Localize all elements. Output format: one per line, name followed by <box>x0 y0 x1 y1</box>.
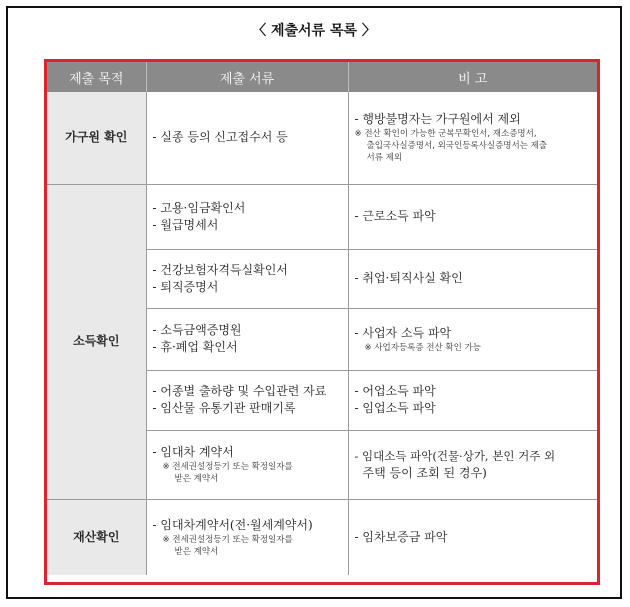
remark-item: - 행방불명자는 가구원에서 제외 <box>354 112 521 127</box>
remark-item: - 임업소득 파악 <box>354 401 436 415</box>
documents-cell <box>146 370 348 430</box>
table-row <box>47 499 597 575</box>
remark-note: 서류 제외 <box>366 153 403 164</box>
header-remarks: 비 고 <box>348 62 597 92</box>
document-item: - 임대차 계약서 <box>152 445 234 459</box>
documents-cell <box>146 249 348 308</box>
document-note: 받은 계약서 <box>174 546 219 557</box>
remark-note: ※ 전산 확인이 가능한 군복무확인서, 재소증명서, <box>354 129 537 140</box>
remarks-cell <box>348 370 597 430</box>
document-item: - 월급명세서 <box>152 217 219 232</box>
documents-cell <box>146 184 348 249</box>
remark-item: - 임대소득 파악(건물·상가, 본인 거주 외 <box>354 448 556 463</box>
table-row <box>47 92 597 184</box>
documents-cell <box>146 430 348 499</box>
document-note: ※ 전세권설정등기 또는 확정일자를 <box>162 462 293 472</box>
documents-cell <box>146 92 348 184</box>
remark-note: 출입국사실증명서, 외국인등록사실증명서는 제출 <box>366 141 548 152</box>
document-item: - 퇴직증명서 <box>152 279 219 294</box>
document-frame <box>6 6 622 599</box>
remarks-cell <box>348 184 597 249</box>
table-header-row <box>47 62 597 92</box>
remark-item: - 취업·퇴직사실 확인 <box>354 271 463 285</box>
remark-item: - 어업소득 파악 <box>354 384 436 398</box>
remark-item: - 사업자 소득 파악 <box>354 325 452 340</box>
document-note: 받은 계약서 <box>174 474 219 484</box>
remark-item: - 임차보증금 파악 <box>354 529 448 544</box>
header-documents: 제출 서류 <box>146 62 348 92</box>
remarks-cell <box>348 430 597 499</box>
table-row <box>47 184 597 249</box>
documents-cell <box>146 308 348 370</box>
purpose-cell: 재산확인 <box>47 499 146 575</box>
document-item: - 소득금액증명원 <box>152 323 242 337</box>
document-item: - 실종 등의 신고접수서 등 <box>152 130 288 145</box>
remark-item: 주택 등이 조회 된 경우) <box>362 465 487 480</box>
document-table-box <box>44 59 600 585</box>
remarks-cell <box>348 249 597 308</box>
document-item: - 고용·임금확인서 <box>152 200 246 215</box>
remarks-cell <box>348 499 597 575</box>
remark-item: - 근로소득 파악 <box>354 209 436 223</box>
header-purpose: 제출 목적 <box>47 62 146 92</box>
documents-cell <box>146 499 348 575</box>
document-item: - 어종별 출하량 및 수입관련 자료 <box>152 384 327 398</box>
document-title: 〈 제출서류 목록 〉 <box>252 23 376 39</box>
document-note: ※ 전세권설정등기 또는 확정일자를 <box>162 534 293 545</box>
document-item: - 임대차계약서(전·월세계약서) <box>152 517 313 532</box>
document-item: - 휴·폐업 확인서 <box>152 340 238 354</box>
document-item: - 건강보험자격득실확인서 <box>152 262 288 277</box>
purpose-cell: 소득확인 <box>47 184 146 499</box>
submission-documents-table <box>47 62 597 575</box>
document-item: - 임산물 유통기관 판매기록 <box>152 401 296 415</box>
remark-note: ※ 사업자등록증 전산 확인 가능 <box>364 342 481 353</box>
purpose-cell: 가구원 확인 <box>47 92 146 184</box>
remarks-cell <box>348 308 597 370</box>
remarks-cell <box>348 92 597 184</box>
